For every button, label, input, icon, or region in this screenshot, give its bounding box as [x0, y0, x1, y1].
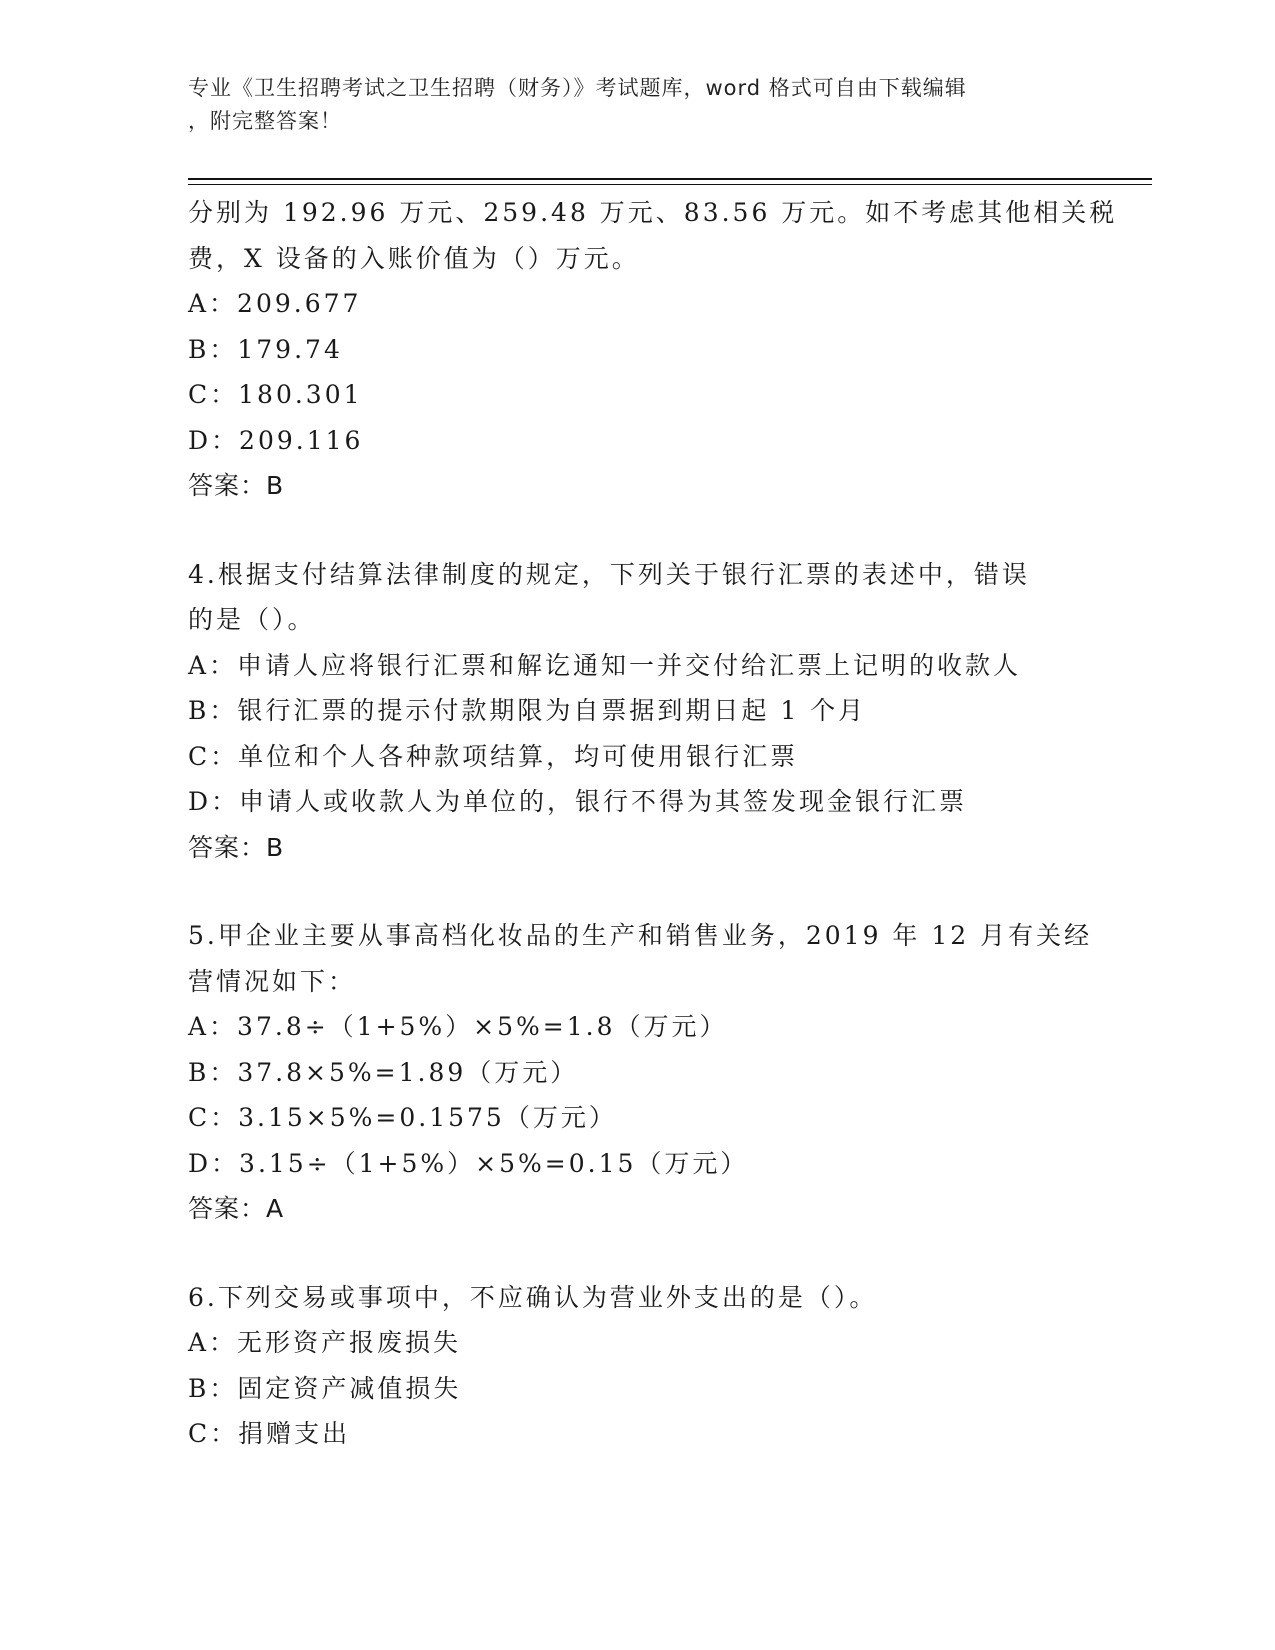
question-3 [188, 190, 1118, 509]
option-a: A：无形资产报废损失 [188, 1328, 462, 1357]
option-a: A：申请人应将银行汇票和解讫通知一并交付给汇票上记明的收款人 [188, 650, 1022, 680]
option-b: B：37.8×5%=1.89（万元） [188, 1057, 579, 1087]
option-b: B：银行汇票的提示付款期限为自票据到期日起 1 个月 [188, 696, 867, 725]
header-line-2: ，附完整答案！ [188, 109, 342, 133]
question-stem-line: 的是（）。 [188, 605, 316, 634]
question-6 [188, 1275, 1088, 1457]
answer-line: 答案：B [188, 471, 285, 500]
option-c: C：3.15×5%=0.1575（万元） [188, 1103, 617, 1132]
option-c: C：捐赠支出 [188, 1419, 351, 1448]
question-stem-line: 4.根据支付结算法律制度的规定，下列关于银行汇票的表述中，错误 [188, 559, 1030, 589]
question-4 [188, 552, 1088, 871]
option-a: A：37.8÷（1+5%）×5%=1.8（万元） [188, 1012, 728, 1041]
option-c: C：180.301 [188, 380, 363, 409]
question-stem-line: 分别为 192.96 万元、259.48 万元、83.56 万元。如不考虑其他相关税 [188, 198, 1118, 227]
question-stem-line: 营情况如下： [188, 966, 357, 996]
question-stem-line: 5.甲企业主要从事高档化妆品的生产和销售业务，2019 年 12 月有关经 [188, 921, 1093, 950]
option-d: D：申请人或收款人为单位的，银行不得为其签发现金银行汇票 [188, 787, 968, 816]
question-spacer [188, 870, 1088, 913]
answer-line: 答案：A [188, 1194, 285, 1223]
question-stem-line: 6.下列交易或事项中，不应确认为营业外支出的是（）。 [188, 1282, 878, 1312]
option-b: B：固定资产减值损失 [188, 1373, 462, 1403]
option-a: A：209.677 [188, 289, 362, 318]
answer-line: 答案：B [188, 832, 285, 862]
header-line-1: 专业《卫生招聘考试之卫生招聘（财务）》考试题库，word 格式可自由下载编辑 [188, 76, 967, 100]
question-list [188, 190, 1118, 1457]
header-divider-thin [188, 184, 1152, 185]
option-d: D：3.15÷（1+5%）×5%=0.15（万元） [188, 1148, 749, 1178]
question-spacer [188, 509, 1088, 552]
option-b: B：179.74 [188, 334, 343, 364]
question-spacer [188, 1232, 1088, 1275]
option-d: D：209.116 [188, 425, 364, 455]
header-divider-thick [188, 178, 1152, 180]
question-5 [188, 913, 1093, 1232]
question-stem-line: 费，X 设备的入账价值为（）万元。 [188, 243, 640, 273]
document-header [188, 72, 1068, 138]
option-c: C：单位和个人各种款项结算，均可使用银行汇票 [188, 741, 799, 771]
